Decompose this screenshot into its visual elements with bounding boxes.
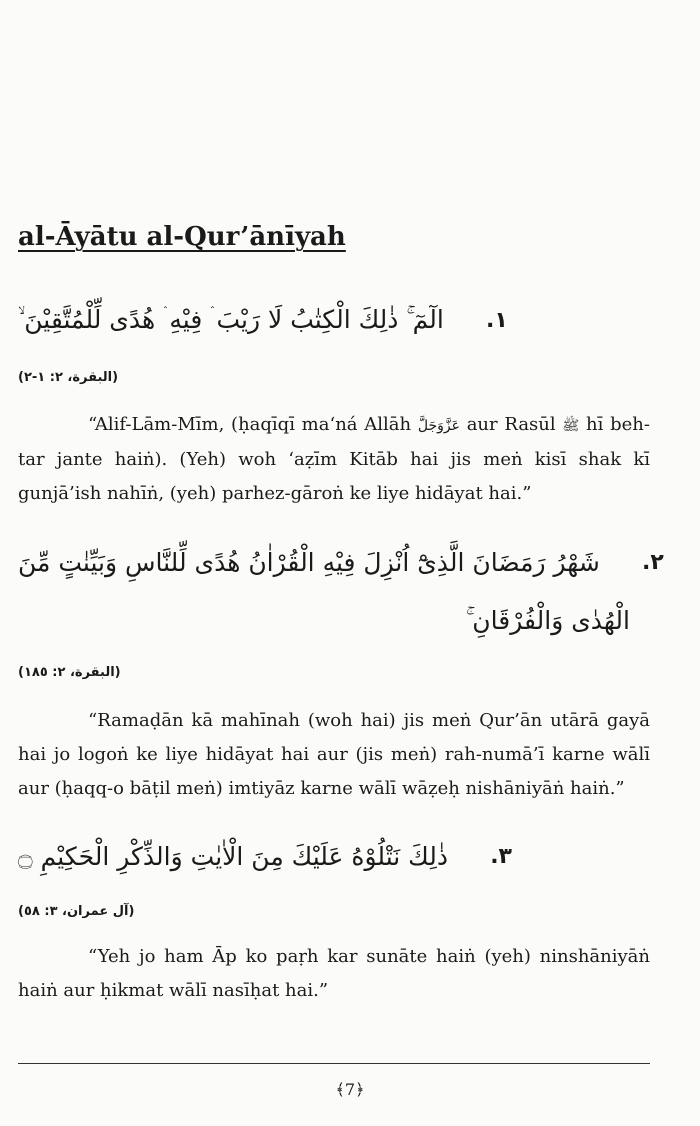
honorific-rasul: ﷺ	[562, 418, 580, 434]
verse-2-arabic-line-1: شَهْرُ رَمَضَانَ الَّذِیْٓ اُنْزِلَ فِیْهِ الْقُرْاٰنُ هُدًی لِّلنَّاسِ وَبَیِّنٰتٍ مِّنَ	[18, 548, 600, 577]
footer-rule	[18, 1063, 650, 1064]
verse-2-translation-text: “Ramaḍān kā mahīnah (woh hai) jis meṅ Qur’ān utārā gayā hai jo logoṅ ke liye hidāyat hai aur (jis meṅ) rah-numā’ī karne wālī aur (ḥaqq-o bāṭil meṅ) imtiyāz karne wālī wāẓeḥ nishāniyāṅ haiṅ.”	[18, 710, 650, 799]
verse-1-line	[18, 305, 682, 335]
verse-2-arabic-line-2: الْهُدٰی وَالْفُرْقَانِ ۚ	[466, 606, 630, 635]
verse-3-line	[18, 842, 682, 871]
honorific-allah: عَزَّوَجَلَّ	[417, 418, 460, 434]
verse-1-translation	[18, 408, 650, 511]
page-number: ﴾7﴿	[335, 1080, 365, 1099]
verse-1-number: ١.	[486, 307, 508, 333]
verse-3-arabic: ذٰلِكَ نَتْلُوْهُ عَلَیْكَ مِنَ الْاٰیٰتِ وَالذِّكْرِ الْحَكِیْمِ ۝	[18, 842, 448, 871]
page-title: al-Āyātu al-Qur’ānīyah	[18, 222, 346, 252]
verse-2-translation	[18, 704, 650, 806]
verse-3-translation	[18, 940, 650, 1008]
verse-1-arabic: الٓمٓ ۚ ذٰلِكَ الْكِتٰبُ لَا رَيْبَ ۛ فِيْهِ ۛ هُدًى لِّلْمُتَّقِيْنَ ۙ	[18, 305, 444, 334]
verse-1-translation-part-2: aur Rasūl	[459, 414, 563, 435]
verse-1-translation-part-1: “Alif-Lām-Mīm, (ḥaqīqī ma‘ná Allāh	[88, 414, 418, 435]
verse-2-line	[18, 548, 682, 577]
verse-2-reference: (البقرة، ٢: ١٨٥)	[18, 665, 121, 680]
verse-3-number: ٣.	[490, 844, 512, 869]
verse-3-reference: (آل عمران، ٣: ٥٨)	[18, 904, 135, 919]
verse-1-reference: (البقرة، ٢: ١-٢)	[18, 370, 119, 385]
verse-1-translation-part-3: hī beh-tar jante haiṅ). (Yeh) woh ‘aẓīm Kitāb hai jis meṅ kisī shak kī gunjā’ish nahīṅ, (yeh) parhez-gāroṅ ke liye hidāyat hai.”	[18, 414, 650, 504]
verse-2-number: ٢.	[641, 550, 664, 575]
verse-3-translation-text: “Yeh jo ham Āp ko paṛh kar sunāte haiṅ (yeh) ninshāniyāṅ haiṅ aur ḥikmat wālī nasīḥat hai.”	[18, 946, 650, 1001]
